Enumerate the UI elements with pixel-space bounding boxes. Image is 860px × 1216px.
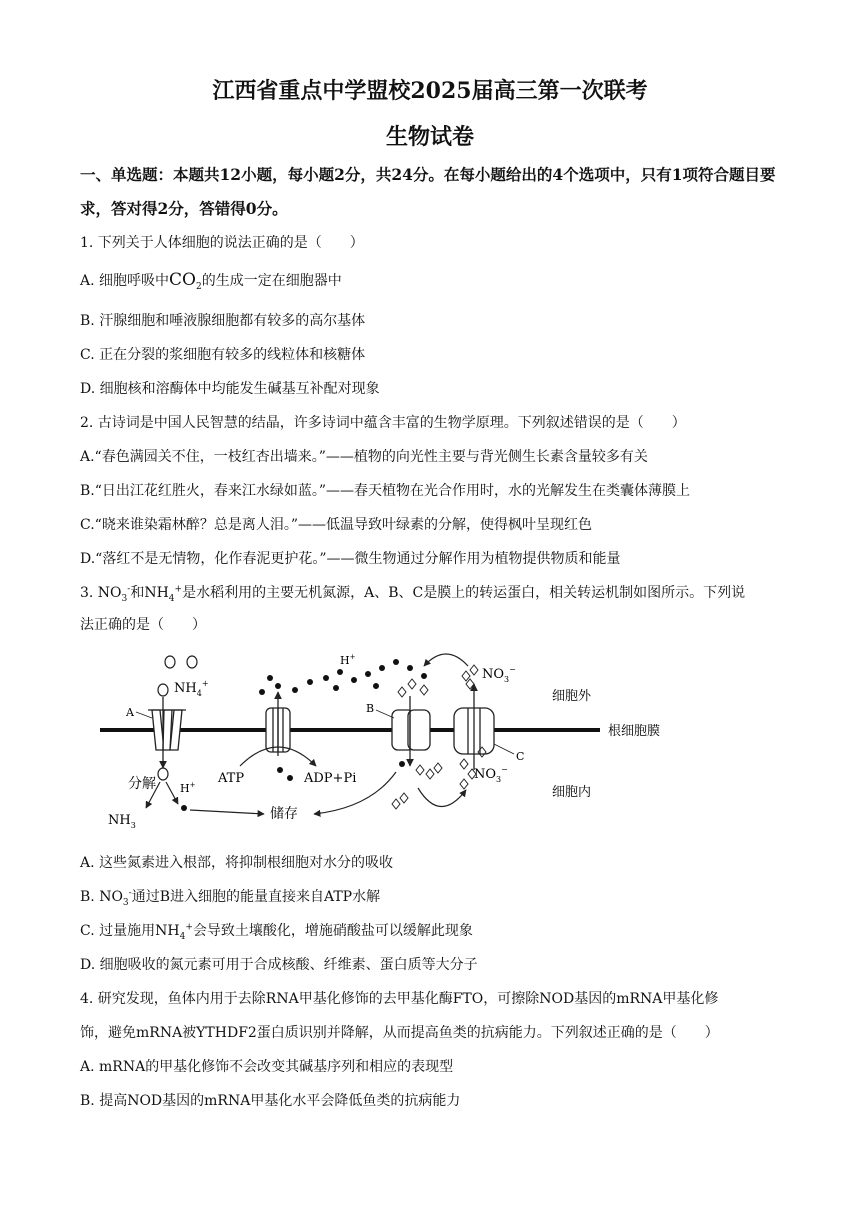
- no3-diamond: [408, 679, 416, 689]
- transporter-b: [392, 710, 430, 750]
- h-ion: [267, 675, 273, 681]
- h-ion: [333, 685, 339, 691]
- no3-diamond: [460, 759, 468, 769]
- cycle-arrow-bottom: [418, 788, 466, 807]
- no3-diamond: [392, 799, 400, 809]
- outside-label: 细胞外: [552, 689, 592, 704]
- nh3-label: $NH_3$: [108, 813, 136, 830]
- q1-a-post: 的生成一定在细胞器中: [201, 273, 342, 289]
- nh4-molecule-inside: [158, 768, 168, 780]
- q2-stem: 2. 古诗词是中国人民智慧的结晶，许多诗词中蕴含丰富的生物学原理。下列叙述错误的是（ ）: [80, 415, 686, 431]
- q1-option-a: [80, 270, 342, 292]
- h-ion: [351, 677, 357, 683]
- membrane-label: 根细胞膜: [608, 724, 661, 739]
- q3-stem-part: 和NH: [130, 585, 169, 601]
- h-ion: [292, 687, 298, 693]
- q3-stem-sub: 3: [121, 593, 128, 604]
- fenjie-label: 分解: [128, 776, 156, 792]
- q4-option-b: B. 提高NOD基因的mRNA甲基化水平会降低鱼类的抗病能力: [80, 1093, 461, 1109]
- label-c-leader: [494, 744, 514, 754]
- no3-diamond: [460, 779, 468, 789]
- hplus-inside-label: H+: [180, 781, 196, 795]
- q3-stem-sup: +: [174, 584, 183, 595]
- h-ion: [365, 671, 371, 677]
- h-ion: [407, 665, 413, 671]
- nh4-molecule: [165, 656, 175, 668]
- h-ion: [307, 679, 313, 685]
- q2-option-d: D.“落红不是无情物，化作春泥更护花。”——微生物通过分解作用为植物提供物质和能量: [80, 551, 621, 567]
- q3-stem-part: 是水稻利用的主要无机氮源，A、B、C是膜上的转运蛋白，相关转运机制如图所示。下列说: [182, 585, 746, 601]
- no3-diamond: [398, 687, 406, 697]
- label-a-leader: [136, 712, 152, 718]
- no3-diamond: [466, 679, 474, 689]
- h-ion: [421, 673, 427, 679]
- no3-diamond: [416, 765, 424, 775]
- h-ion: [399, 761, 405, 767]
- no3-inside-label: $NO_3^-$: [474, 765, 508, 784]
- cycle-arrow-top: [424, 654, 468, 666]
- q3-c-sub: 4: [179, 931, 186, 942]
- h-ion: [373, 683, 379, 689]
- no3-diamond: [400, 793, 408, 803]
- q1-option-d: D. 细胞核和溶酶体中均能发生碱基互补配对现象: [80, 381, 380, 397]
- subject-title: 生物试卷: [385, 124, 474, 150]
- h-ion: [287, 775, 293, 781]
- label-b: B: [366, 702, 375, 715]
- transport-diagram: [90, 648, 710, 838]
- h-ion: [379, 665, 385, 671]
- label-b-leader: [376, 710, 394, 718]
- q3-stem-line1: [80, 582, 745, 604]
- transporter-a: [148, 710, 186, 750]
- q1-option-c: C. 正在分裂的浆细胞有较多的线粒体和核糖体: [80, 347, 366, 363]
- q3-option-b: [80, 886, 380, 908]
- nh4-molecule: [158, 684, 168, 696]
- no3-outside-label: $NO_3^-$: [482, 665, 516, 684]
- inside-label: 细胞内: [552, 785, 592, 800]
- q3-c-part: C. 过量施用NH: [80, 923, 180, 939]
- q3-stem-part: 3. NO: [80, 585, 122, 601]
- q3-stem-sup: -: [127, 584, 131, 595]
- section-heading: 一、单选题：本题共12小题，每小题2分，共24分。在每小题给出的4个选项中，只有1项符合题目要求，答对得2分，答错得0分。: [80, 165, 776, 218]
- q4-stem-line2: 饰，避免mRNA被YTHDF2蛋白质识别并降解，从而提高鱼类的抗病能力。下列叙述正确的是（ ）: [80, 1025, 719, 1041]
- atp-label: ATP: [218, 771, 245, 786]
- q3-b-part: 通过B进入细胞的能量直接来自ATP水解: [131, 889, 381, 905]
- store-arrow: [190, 810, 264, 814]
- h-ion: [275, 683, 281, 689]
- q1-option-b: B. 汗腺细胞和唾液腺细胞都有较多的高尔基体: [80, 313, 366, 329]
- q1-a-co: CO: [169, 270, 196, 290]
- q3-option-a: A. 这些氮素进入根部，将抑制根细胞对水分的吸收: [80, 855, 394, 871]
- chucun-label: 储存: [270, 806, 298, 822]
- h-ion: [393, 659, 399, 665]
- nh4-label: $NH_4^+$: [174, 679, 209, 698]
- q3-stem-line2: 法正确的是（ ）: [80, 617, 206, 633]
- label-c: C: [516, 750, 525, 763]
- q2-option-a: A.“春色满园关不住，一枝红杏出墙来。”——植物的向光性主要与背光侧生长素含量较多有关: [80, 449, 648, 465]
- h-ion: [181, 805, 187, 811]
- q3-b-part: B. NO: [80, 889, 123, 905]
- q1-a-sub: 2: [195, 281, 202, 292]
- no3-diamond: [470, 665, 478, 675]
- q1-a-pre: A. 细胞呼吸中: [80, 273, 170, 289]
- q3-option-d: D. 细胞吸收的氮元素可用于合成核酸、纤维素、蛋白质等大分子: [80, 957, 478, 973]
- no3-diamond: [462, 671, 470, 681]
- hplus-outside-label: H+: [340, 653, 356, 667]
- q3-option-c: [80, 920, 473, 942]
- exam-title: 江西省重点中学盟校2025届高三第一次联考: [212, 78, 648, 104]
- q2-option-c: C.“晓来谁染霜林醉？总是离人泪。”——低温导致叶绿素的分解，使得枫叶呈现红色: [80, 517, 592, 533]
- q1-stem: 1. 下列关于人体细胞的说法正确的是（ ）: [80, 235, 364, 251]
- q3-c-part: 会导致土壤酸化，增施硝酸盐可以缓解此现象: [192, 923, 473, 939]
- q3-stem-sub: 4: [168, 593, 175, 604]
- q4-option-a: A. mRNA的甲基化修饰不会改变其碱基序列和相应的表现型: [80, 1059, 454, 1075]
- label-a: A: [126, 706, 134, 719]
- h-ion: [323, 675, 329, 681]
- no3-diamond: [420, 685, 428, 695]
- q3-b-sup: -: [128, 888, 132, 899]
- q4-stem-line1: 4. 研究发现，鱼体内用于去除RNA甲基化修饰的去甲基化酶FTO，可擦除NOD基因的mRNA甲基化修: [80, 991, 719, 1007]
- split-arrow-right: [166, 782, 178, 804]
- no3-diamond: [426, 769, 434, 779]
- q3-b-sub: 3: [122, 897, 129, 908]
- h-ion-inside: [277, 767, 283, 773]
- nh4-molecule: [187, 656, 197, 668]
- q2-option-b: B.“日出江花红胜火，春来江水绿如蓝。”——春天植物在光合作用时，水的光解发生在类囊体薄膜上: [80, 483, 691, 499]
- h-ion: [337, 669, 343, 675]
- adp-label: ADP+Pi: [304, 771, 357, 786]
- q3-c-sup: +: [185, 922, 193, 933]
- no3-diamond: [434, 763, 442, 773]
- h-ion: [259, 689, 265, 695]
